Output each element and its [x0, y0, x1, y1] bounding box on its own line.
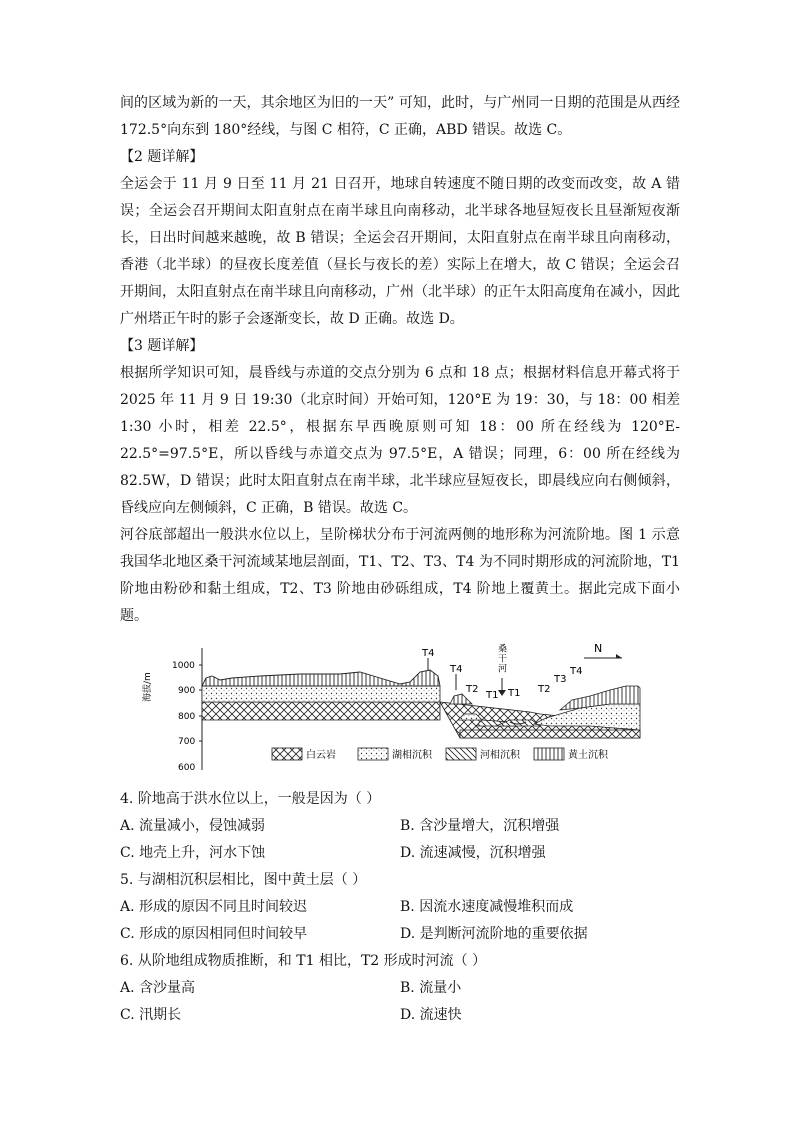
paragraph-q2-explanation: 全运会于 11 月 9 日至 11 月 21 日召开，地球自转速度不随日期的改变而改变，故 A 错误；全运会召开期间太阳直射点在南半球且向南移动，北半球各地昼短夜长且昼渐短夜渐长，日出时间越来越晚，故 B 错误；全运会召开期间，太阳直射点在南半球且向南移动，香港（北半球）的昼夜长度差值（昼长与夜长的差）实际上在增大，故 C 错误；全运会召开期间，太阳直射点在南半球且向南移动，广州（北半球）的正午太阳高度角在减小，因此广州塔正午时的影子会逐渐变长，故 D 正确。故选 D。 [120, 176, 680, 327]
question-6-option-c: C. 汛期长 [120, 1007, 182, 1023]
question-5 [120, 867, 680, 948]
question-6 [120, 948, 680, 1029]
legend-swatch-lake [358, 748, 388, 760]
terrace-label-t4-left-top: T4 [422, 648, 435, 659]
question-4-option-b: B. 含沙量增大，沉积增强 [400, 818, 560, 834]
y-axis-label: 海拔/m [143, 672, 153, 702]
question-4-option-d: D. 流速减慢，沉积增强 [400, 845, 546, 861]
terrace-label-t4-left: T4 [450, 664, 463, 675]
river-label-char-2: 干 [498, 654, 508, 665]
question-5-option-a: A. 形成的原因不同且时间较迟 [120, 899, 308, 915]
legend-swatch-loess [534, 748, 564, 760]
paragraph-q3-explanation: 根据所学知识可知，晨昏线与赤道的交点分别为 6 点和 18 点；根据材料信息开幕式将于 2025 年 11 月 9 日 19:30（北京时间）开始可知，120°E 为 19：30，与 18：00 相差 1:30 小时，相差 22.5°，根据东早西晚原则可知 18：00 所在经线为 120°E-22.5°=97.5°E，所以昏线与赤道交点为 97.5°E，A 错误；同理，6：00 所在经线为 82.5W，D 错误；此时太阳直射点在南半球，北半球应昼短夜长，即晨线应向右侧倾斜，昏线应向左侧倾斜，C 正确，B 错误。故选 C。 [120, 365, 680, 516]
terrace-label-t1-right: T1 [508, 688, 521, 699]
legend-swatch-river [446, 748, 476, 760]
terrace-label-t2-right: T2 [538, 684, 551, 695]
q2-heading: 【2 题详解】 [120, 149, 204, 165]
question-6-option-d: D. 流速快 [400, 1007, 462, 1023]
paragraph-material-intro: 河谷底部超出一般洪水位以上，呈阶梯状分布于河流两侧的地形称为河流阶地。图 1 示意我国华北地区桑干河流域某地层剖面，T1、T2、T3、T4 为不同时期形成的河流阶地，T1 阶地由粉砂和黏土组成，T2、T3 阶地由砂砾组成，T4 阶地上覆黄土。据此完成下面小题。 [120, 527, 680, 624]
question-4-option-a: A. 流量减小，侵蚀减弱 [120, 818, 266, 834]
paragraph-q1-answer-tail: 间的区域为新的一天，其余地区为旧的一天” 可知，此时，与广州同一日期的范围是从西经172.5°向东到 180°经线，与图 C 相符，C 正确，ABD 错误。故选 C。 [120, 95, 680, 138]
terrace-label-t3-right: T3 [554, 674, 567, 685]
question-5-options [120, 894, 680, 948]
y-tick-700: 700 [178, 737, 196, 747]
question-5-option-b: B. 因流水速度减慢堆积而成 [400, 899, 574, 915]
river-label-char-1: 桑 [498, 644, 508, 655]
question-5-option-c: C. 形成的原因相同但时间较早 [120, 926, 308, 942]
river-label [498, 644, 507, 696]
river-label-char-3: 河 [498, 664, 508, 675]
legend-label-loess: 黄土沉积 [568, 750, 608, 761]
y-tick-800: 800 [178, 712, 196, 722]
north-label: N [594, 642, 603, 655]
question-5-stem: 5. 与湖相沉积层相比，图中黄土层（ ） [120, 872, 367, 888]
y-tick-1000: 1000 [172, 661, 195, 671]
question-6-options [120, 975, 680, 1029]
document-body [120, 90, 680, 1029]
left-plateau [202, 670, 440, 720]
question-4 [120, 786, 680, 867]
q3-heading: 【3 题详解】 [120, 338, 204, 354]
legend-label-lake: 湖相沉积 [392, 750, 432, 761]
question-6-stem: 6. 从阶地组成物质推断，和 T1 相比，T2 形成时河流（ ） [120, 953, 487, 969]
terrace-label-t4-right: T4 [570, 666, 583, 677]
y-tick-900: 900 [178, 686, 196, 696]
terrace-label-t2-left: T2 [466, 684, 479, 695]
legend-label-river: 河相沉积 [480, 750, 520, 761]
legend [272, 748, 609, 761]
terrace-profile-figure [120, 642, 680, 782]
question-4-options [120, 813, 680, 867]
question-4-option-c: C. 地壳上升，河水下蚀 [120, 845, 266, 861]
profile-svg [120, 642, 680, 782]
question-4-stem: 4. 阶地高于洪水位以上，一般是因为（ ） [120, 791, 381, 807]
north-arrow-icon [584, 642, 622, 658]
y-tick-labels [172, 661, 195, 773]
legend-swatch-dolomite [272, 748, 302, 760]
question-6-option-a: A. 含沙量高 [120, 980, 196, 996]
question-5-option-d: D. 是判断河流阶地的重要依据 [400, 926, 588, 942]
legend-label-dolomite: 白云岩 [306, 750, 336, 761]
y-axis [141, 648, 202, 773]
terrace-label-t1-left: T1 [486, 690, 499, 701]
question-6-option-b: B. 流量小 [400, 980, 462, 996]
y-tick-600: 600 [178, 763, 196, 773]
